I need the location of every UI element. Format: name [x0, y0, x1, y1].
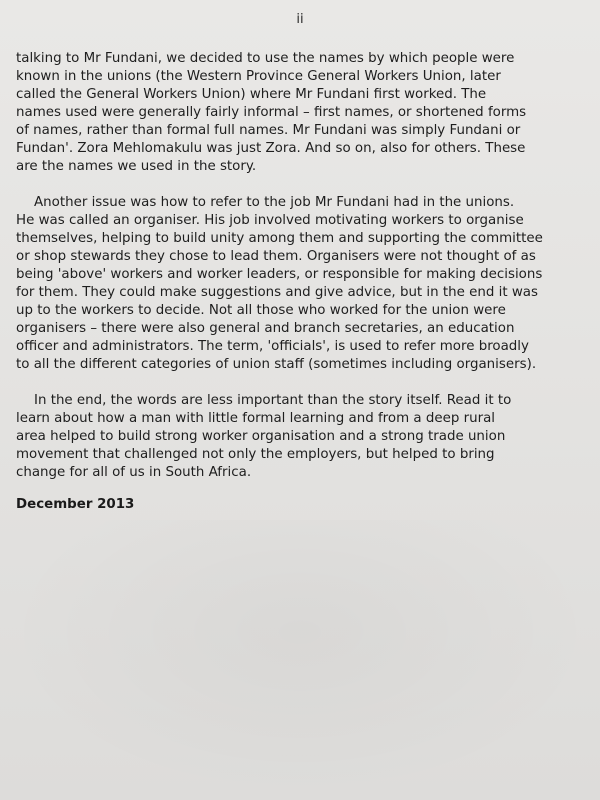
- paragraph-conclusion: In the end, the words are less important than the story itself. Read it to learn about how a man with little formal learning and from a deep rural area helped to build strong worker organisation and a strong trade union movement that challenged not only the employers, but helped to bring change for all of us in South Africa.: [16, 393, 512, 480]
- paragraph-organiser: Another issue was how to refer to the job Mr Fundani had in the unions. He was called an organiser. His job involved motivating workers to organise themselves, helping to build unity among them and supporting the committee or shop stewards they chose to lead them. Organisers were not thought of as being 'above' workers and worker leaders, or responsible for making decisions for them. They could make suggestions and give advice, but in the end it was up to the workers to decide. Not all those who worked for the union were organisers – there were also general and branch secretaries, an education officer and administrators. The term, 'officials', is used to refer more broadly to all the different categories of union staff (sometimes including organisers).: [16, 195, 543, 372]
- date-signoff: December 2013: [16, 497, 135, 512]
- body-text: [16, 50, 584, 500]
- paragraph-names: talking to Mr Fundani, we decided to use the names by which people were known in the unions (the Western Province General Workers Union, later called the General Workers Union) where Mr Fundani first worked. The names used were generally fairly informal – first names, or shortened forms of names, rather than formal full names. Mr Fundani was simply Fundani or Fundan'. Zora Mehlomakulu was just Zora. And so on, also for others. These are the names we used in the story.: [16, 51, 527, 174]
- page-number: ii: [296, 12, 304, 27]
- show-through-text: [0, 520, 600, 800]
